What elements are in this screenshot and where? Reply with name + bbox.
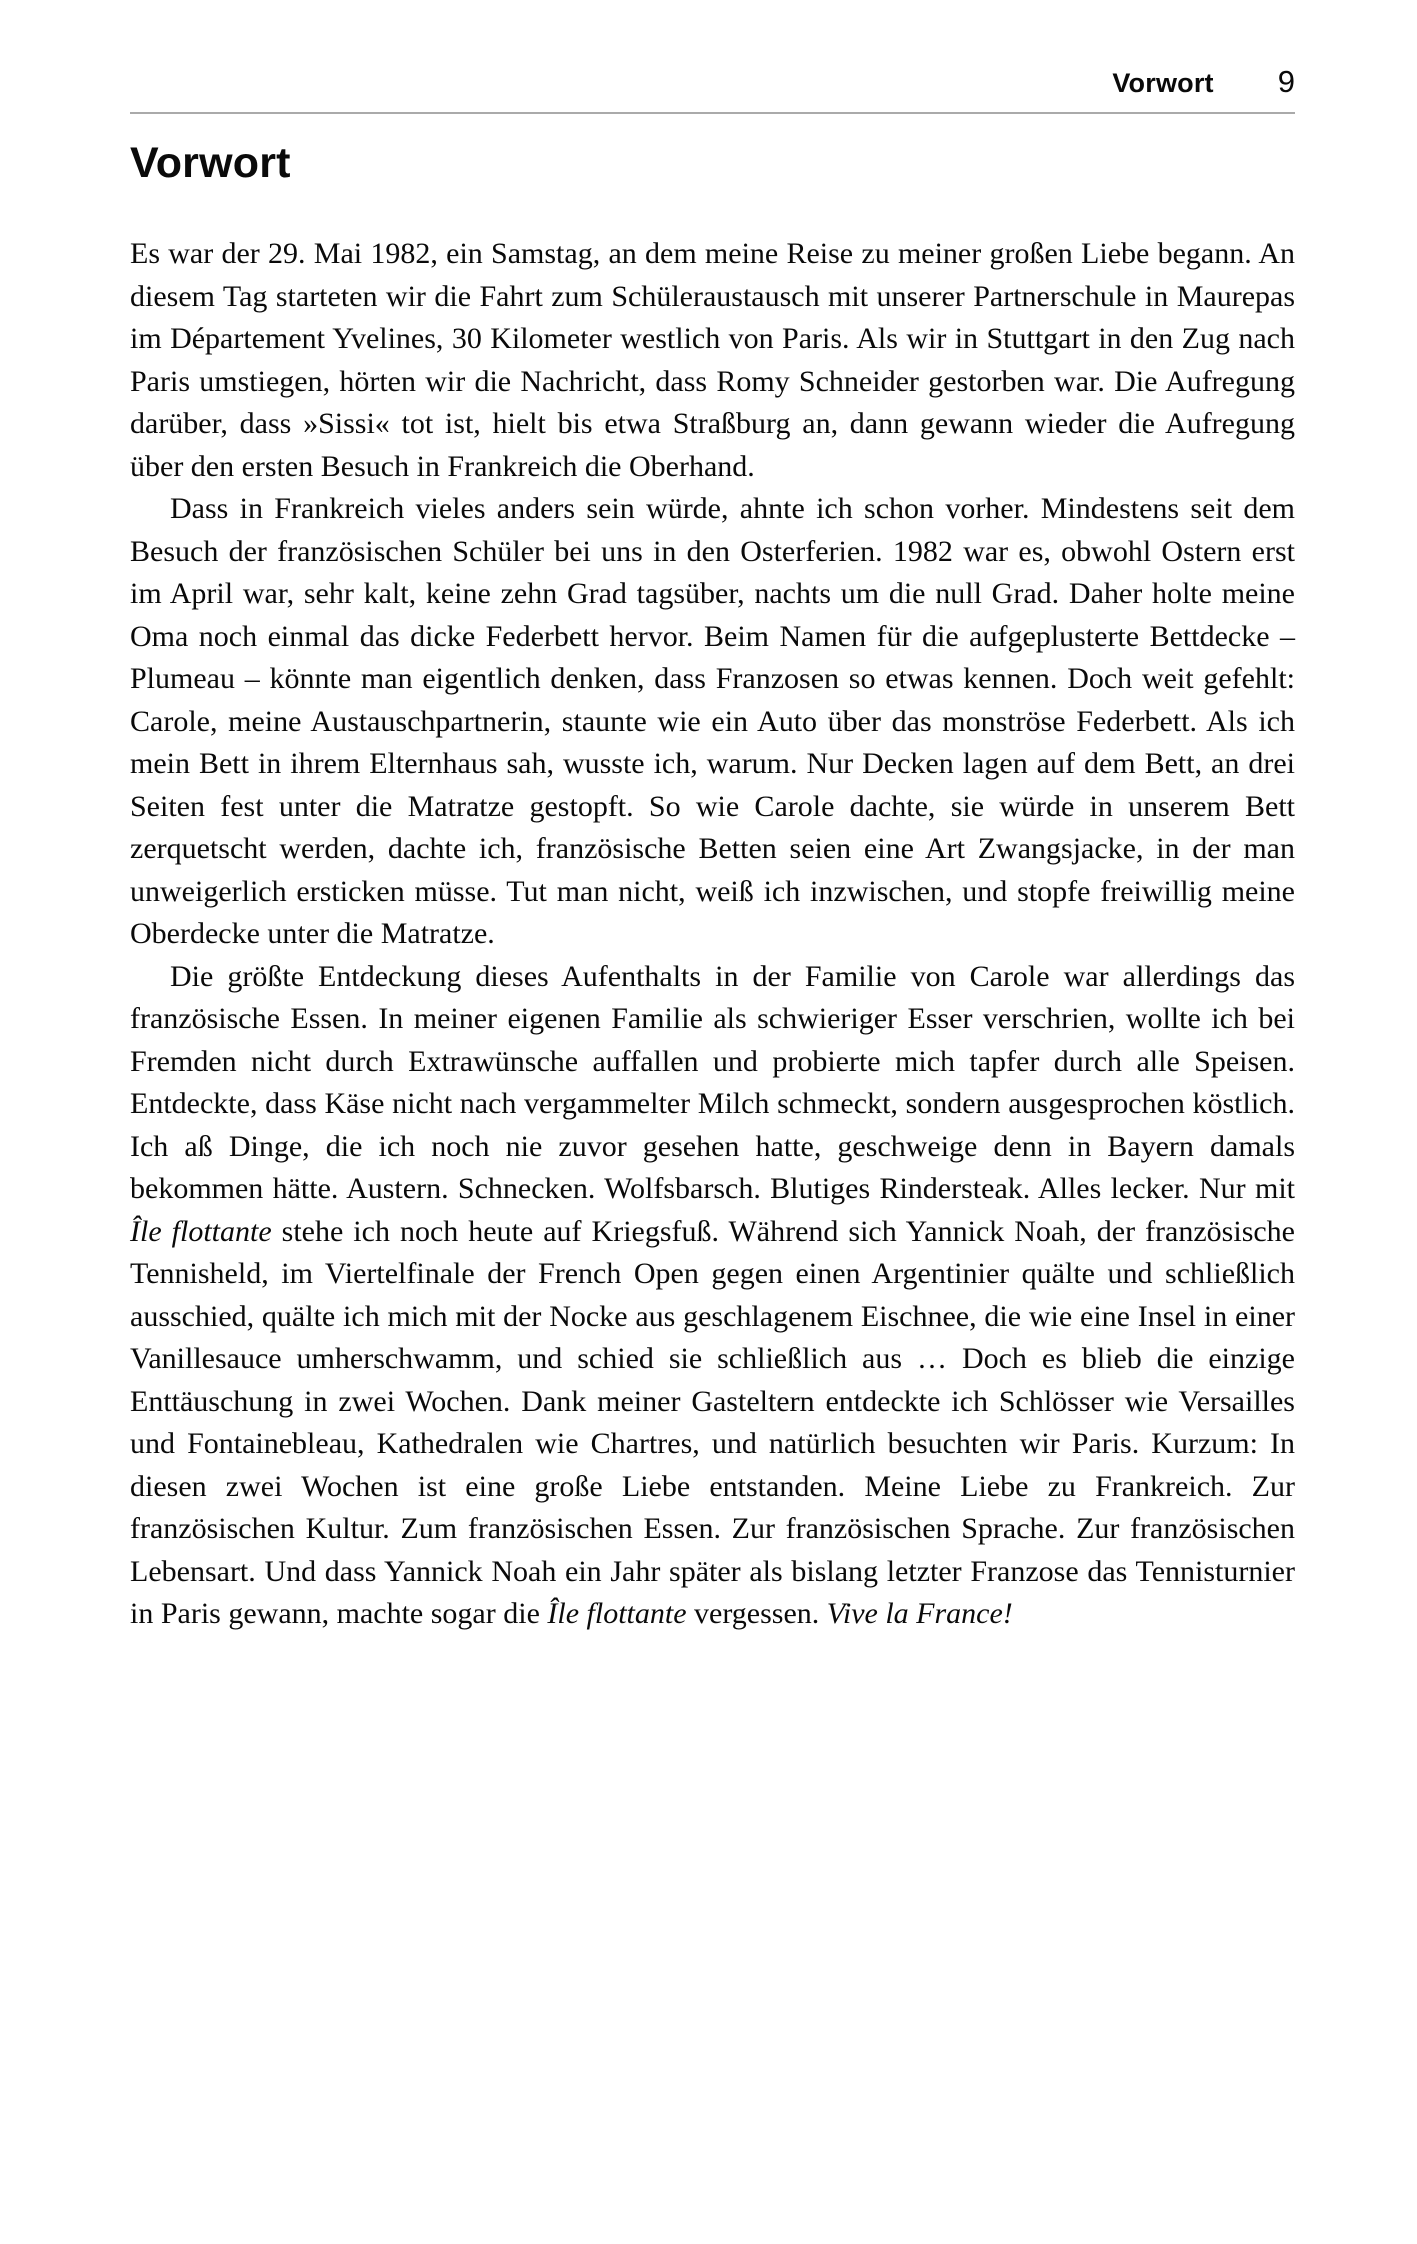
text-run: vergessen.	[686, 1597, 827, 1631]
running-title: Vorwort	[1112, 68, 1214, 98]
paragraph	[130, 233, 1295, 488]
header-rule	[130, 112, 1295, 114]
paragraph	[130, 956, 1295, 1636]
text-run: Die größte Entdeckung dieses Aufenthalts in der Familie von Carole war allerdings das französische Essen. In meiner eigenen Familie als schwieriger Esser verschrien, wollte ich bei Fremden nicht durch Extrawünsche auffallen und probierte mich tapfer durch alle Speisen. Entdeckte, dass Käse nicht nach vergammelter Milch schmeckt, sondern ausgesprochen köstlich. Ich aß Dinge, die ich noch nie zuvor gesehen hatte, geschweige denn in Bayern damals bekommen hätte. Austern. Schnecken. Wolfsbarsch. Blutiges Rindersteak. Alles lecker. Nur mit	[130, 959, 1295, 1206]
italic-phrase: Île flottante	[547, 1597, 687, 1631]
text-run: stehe ich noch heute auf Kriegsfuß. Während sich Yannick Noah, der französische Tennisheld, im Viertelfinale der French Open gegen einen Argentinier quälte und schließlich ausschied, quälte ich mich mit der Nocke aus geschlagenem Eischnee, die wie eine Insel in einer Vanillesauce umherschwamm, und schied sie schließlich aus … Doch es blieb die einzige Enttäuschung in zwei Wochen. Dank meiner Gasteltern entdeckte ich Schlösser wie Versailles und Fontainebleau, Kathedralen wie Chartres, und natürlich besuchten wir Paris. Kurzum: In diesen zwei Wochen ist eine große Liebe entstanden. Meine Liebe zu Frankreich. Zur französischen Kultur. Zum französischen Essen. Zur französischen Sprache. Zur französischen Lebensart. Und dass Yannick Noah ein Jahr später als bislang letzter Franzose das Tennisturnier in Paris gewann, machte sogar die	[130, 1214, 1295, 1631]
page-header	[130, 64, 1295, 112]
paragraph	[130, 488, 1295, 956]
italic-phrase: Vive la France!	[826, 1597, 1013, 1631]
text-run: Dass in Frankreich vieles anders sein würde, ahnte ich schon vorher. Mindestens seit dem Besuch der französischen Schüler bei uns in den Osterferien. 1982 war es, obwohl Ostern erst im April war, sehr kalt, keine zehn Grad tagsüber, nachts um die null Grad. Daher holte meine Oma noch einmal das dicke Federbett hervor. Beim Namen für die aufgeplusterte Bettdecke – Plumeau – könnte man eigentlich denken, dass Franzosen so etwas kennen. Doch weit gefehlt: Carole, meine Austauschpartnerin, staunte wie ein Auto über das monströse Federbett. Als ich mein Bett in ihrem Elternhaus sah, wusste ich, warum. Nur Decken lagen auf dem Bett, an drei Seiten fest unter die Matratze gestopft. So wie Carole dachte, sie würde in unserem Bett zerquetscht werden, dachte ich, französische Betten seien eine Art Zwangsjacke, in der man unweigerlich ersticken müsse. Tut man nicht, weiß ich inzwischen, und stopfe freiwillig meine Oberdecke unter die Matratze.	[130, 492, 1295, 951]
italic-phrase: Île flottante	[130, 1214, 272, 1248]
page-number: 9	[1277, 64, 1295, 99]
body-text	[130, 233, 1295, 1636]
chapter-heading: Vorwort	[130, 139, 291, 187]
text-run: Es war der 29. Mai 1982, ein Samstag, an dem meine Reise zu meiner großen Liebe begann. An diesem Tag starteten wir die Fahrt zum Schüleraustausch mit unserer Partnerschule in Maurepas im Département Yvelines, 30 Kilometer westlich von Paris. Als wir in Stuttgart in den Zug nach Paris umstiegen, hörten wir die Nachricht, dass Romy Schneider gestorben war. Die Aufregung darüber, dass »Sissi« tot ist, hielt bis etwa Straßburg an, dann gewann wieder die Aufregung über den ersten Besuch in Frankreich die Oberhand.	[130, 237, 1295, 483]
